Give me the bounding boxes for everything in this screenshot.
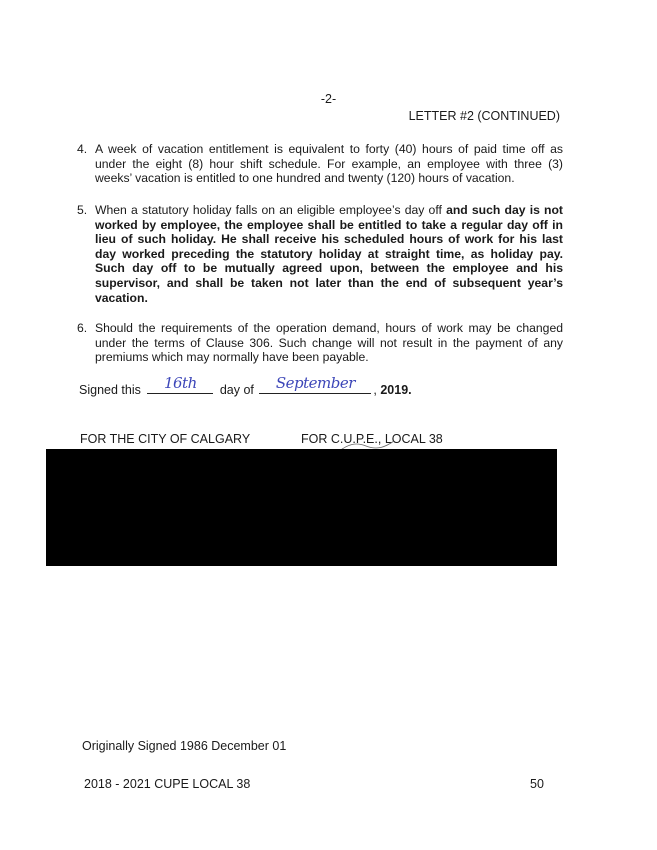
original-signing-date: Originally Signed 1986 December 01: [82, 739, 287, 753]
handwritten-month: September: [275, 374, 355, 392]
signed-prefix: Signed this: [79, 383, 141, 397]
redaction-block: [46, 449, 557, 566]
handwritten-day: 16th: [163, 374, 197, 392]
clause-text-bold: and such day is not worked by employee, the employee shall be entitled to take a regular day off in lieu of such holiday. He shall receive his scheduled hours of work for his last day worked preceding the statutory holiday at straight time, as holiday pay. Such day off to be mutually agreed upon, between the employee and his supervisor, and shall be taken not later than the end of subsequent year’s vacation.: [95, 203, 563, 305]
clause-number: 4.: [77, 142, 88, 156]
footer-agreement: 2018 - 2021 CUPE LOCAL 38: [84, 777, 251, 791]
month-blank: [259, 374, 371, 394]
clause-text: Should the requirements of the operation demand, hours of work may be changed under the terms of Clause 306. Such change will not result in the payment of any premiums which may normally have been payable.: [95, 321, 563, 365]
clause-text-plain: When a statutory holiday falls on an eligible employee’s day off: [95, 203, 447, 217]
clause-text: A week of vacation entitlement is equivalent to forty (40) hours of paid time off as under the eight (8) hour shift schedule. For example, an employee with three (3) weeks’ vacation is entitled to one hundred and twenty (120) hours of vacation.: [95, 142, 563, 186]
clause-number: 6.: [77, 321, 88, 335]
page-number: -2-: [320, 92, 337, 106]
signatory-city: FOR THE CITY OF CALGARY: [80, 432, 251, 446]
signatory-union: FOR C.U.P.E., LOCAL 38: [301, 432, 443, 446]
letter-title: LETTER #2 (CONTINUED): [408, 109, 560, 123]
signed-line: [79, 374, 412, 397]
signed-comma: ,: [373, 383, 377, 397]
clause-text: [95, 203, 563, 305]
clause-item-4: [77, 142, 563, 186]
signed-middle: day of: [219, 383, 254, 397]
signed-year: 2019.: [380, 383, 412, 397]
clause-item-6: [77, 321, 563, 365]
clause-number: 5.: [77, 203, 88, 217]
footer-page-number: 50: [530, 777, 544, 791]
clause-item-5: [77, 203, 563, 305]
day-blank: [147, 374, 213, 394]
